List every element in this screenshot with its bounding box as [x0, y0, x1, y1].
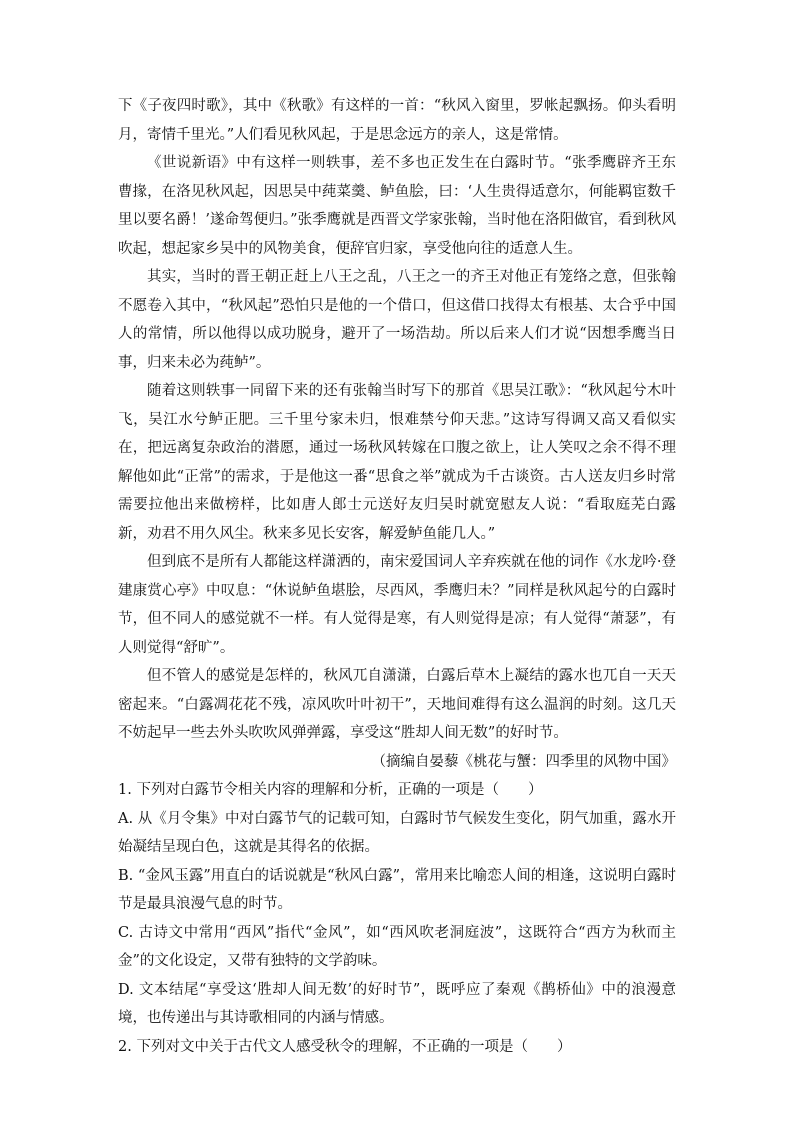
question-1-option-a: A. 从《月令集》中对白露节气的记载可知，白露时节气候发生变化，阴气加重，露水开始凝结呈现白色，这就是其得名的依据。 — [118, 810, 676, 855]
question-1-option-d: D. 文本结尾“享受这‘胜却人间无数’的好时节”，既呼应了秦观《鹊桥仙》中的浪漫意境，也传递出与其诗歌相同的内涵与情感。 — [118, 981, 676, 1026]
question-2-stem: 2. 下列对文中关于古代文人感受秋令的理解，不正确的一项是（ ） — [118, 1038, 572, 1055]
article-paragraph-3: 其实，当时的晋王朝正赶上八王之乱，八王之一的齐王对他正有笼络之意，但张翰不愿卷入其中，“秋风起”恐怕只是他的一个借口，但这借口找得太有根基、太合乎中国人的常情，所以他得以成功脱身，避开了一场浩劫。所以后来人们才说“因想季鹰当日事，归来未必为莼鲈”。 — [118, 269, 676, 371]
article-source: （摘编自晏藜《桃花与蟹：四季里的风物中国》 — [371, 753, 676, 770]
article-paragraph-4: 随着这则轶事一同留下来的还有张翰当时写下的那首《思吴江歌》：“秋风起兮木叶飞，吴江水兮鲈正肥。三千里兮家未归，恨难禁兮仰天悲。”这诗写得调又高又看似实在，把远离复杂政治的潜愿，通过一场秋风转嫁在口腹之欲上，让人笑叹之余不得不理解他如此“正常”的需求，于是他这一番“思食之举”就成为千古谈资。古人送友归乡时常需要拉他出来做榜样，比如唐人郎士元送好友归吴时就宽慰友人说：“看取庭芜白露新，劝君不用久风尘。秋来多见长安客，解爱鲈鱼能几人。” — [118, 383, 676, 542]
article-paragraph-1: 下《子夜四时歌》，其中《秋歌》有这样的一首：“秋风入窗里，罗帐起飘扬。仰头看明月，寄情千里光。”人们看见秋风起，于是思念远方的亲人，这是常情。 — [118, 98, 676, 143]
question-1-option-c: C. 古诗文中常用“西风”指代“金风”，如“西风吹老洞庭波”，这既符合“西方为秋而主金”的文化设定，又带有独特的文学韵味。 — [118, 924, 676, 969]
question-1-option-b: B. “金风玉露”用直白的话说就是“秋风白露”，常用来比喻恋人间的相逢，这说明白露时节是最具浪漫气息的时节。 — [118, 867, 676, 912]
article-paragraph-6: 但不管人的感觉是怎样的，秋风兀自潇潇，白露后草木上凝结的露水也兀自一天天密起来。“白露凋花花不残，凉风吹叶叶初干”，天地间难得有这么温润的时刻。这几天不妨起早一些去外头吹吹风弹弹露，享受这“胜却人间无数”的好时节。 — [118, 668, 676, 741]
article-paragraph-5: 但到底不是所有人都能这样潇洒的，南宋爱国词人辛弃疾就在他的词作《水龙吟·登建康赏心亭》中叹息：“休说鲈鱼堪脍，尽西风，季鹰归未？”同样是秋风起兮的白露时节，但不同人的感觉就不一样。有人觉得是寒，有人则觉得是凉；有人觉得“萧瑟”，有人则觉得“舒旷”。 — [118, 554, 676, 656]
document-page — [118, 92, 676, 1061]
article-paragraph-2: 《世说新语》中有这样一则轶事，差不多也正发生在白露时节。“张季鹰辟齐王东曹掾，在洛见秋风起，因思吴中莼菜羹、鲈鱼脍，曰：‘人生贵得适意尔，何能羁宦数千里以要名爵！’遂命驾便归。”张季鹰就是西晋文学家张翰，当时他在洛阳做官，看到秋风吹起，想起家乡吴中的风物美食，便辞官归家，享受他向往的适意人生。 — [118, 155, 676, 257]
question-1-stem: 1. 下列对白露节令相关内容的理解和分析，正确的一项是（ ） — [118, 782, 543, 798]
